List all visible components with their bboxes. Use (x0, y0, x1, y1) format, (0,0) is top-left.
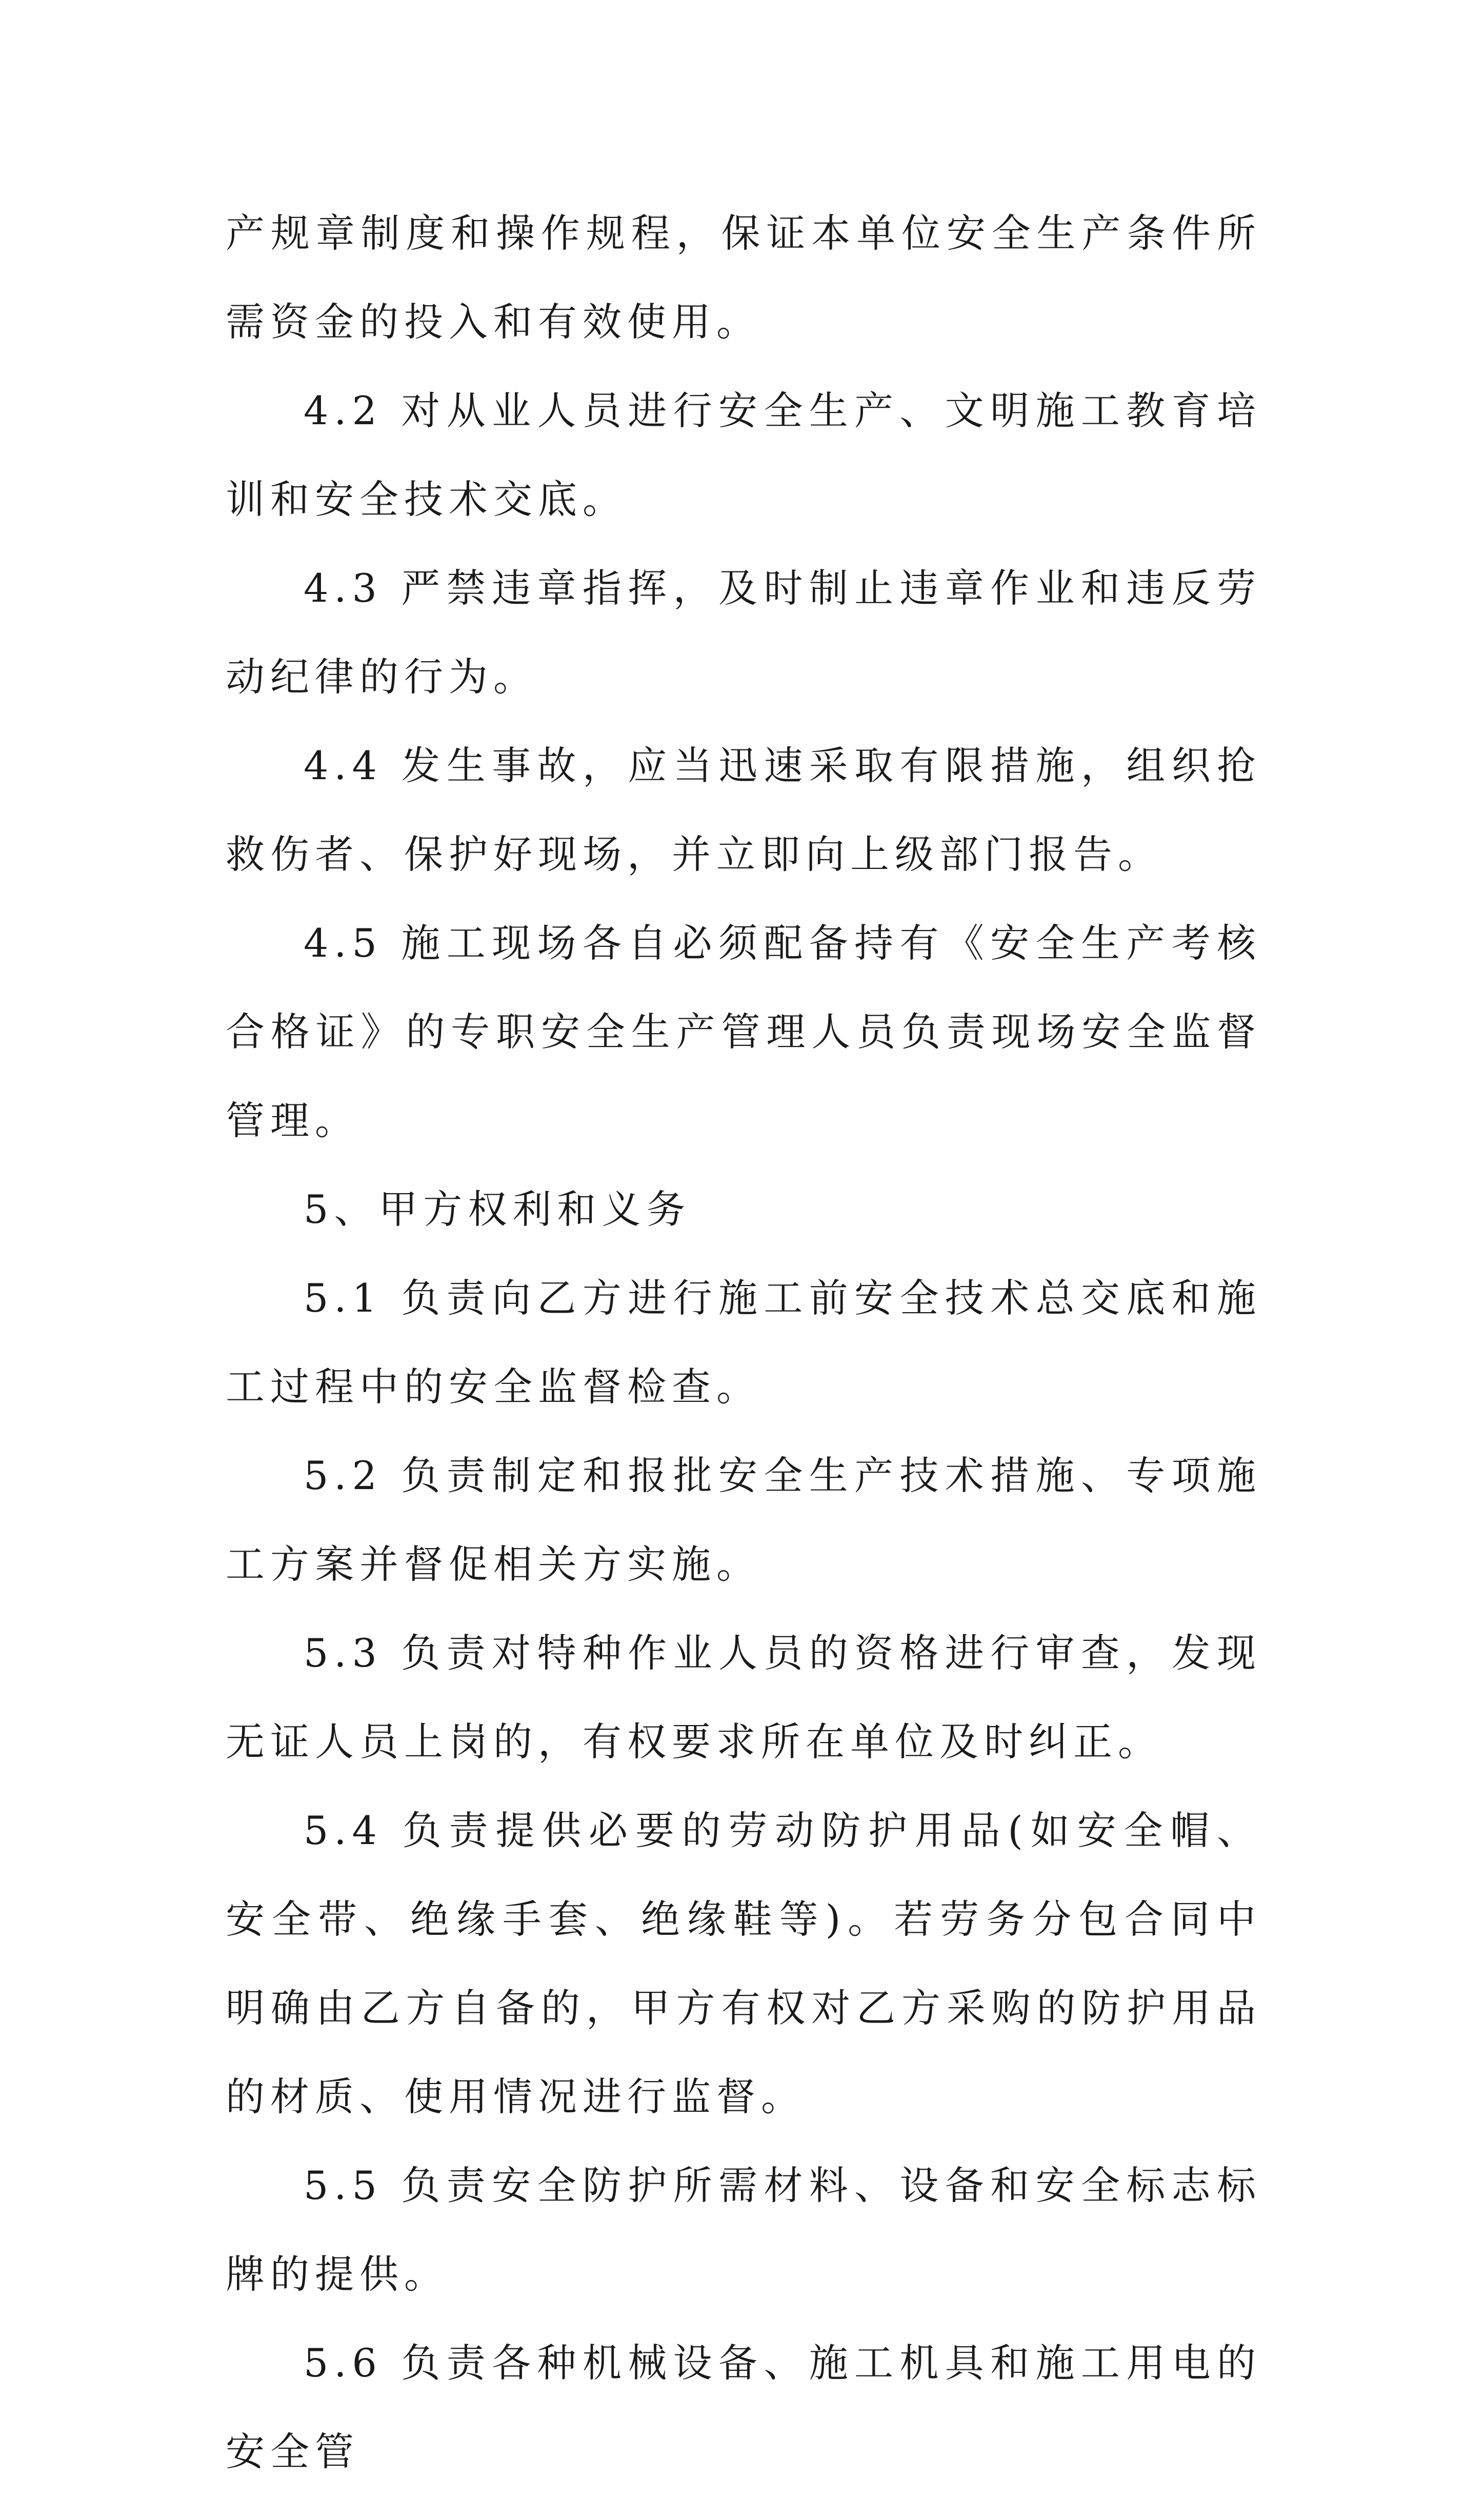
section-heading-5: 5、甲方权利和义务 (304, 1186, 691, 1232)
paragraph-5-4: 5.4 负责提供必要的劳动防护用品(如安全帽、安全带、绝缘手套、绝缘鞋等)。若劳务分包合同中明确由乙方自备的，甲方有权对乙方采购的防护用品的材质、使用情况进行监督。 (226, 1808, 1261, 2119)
paragraph-5-5: 5.5 负责安全防护所需材料、设备和安全标志标牌的提供。 (226, 2163, 1261, 2297)
paragraph-5-3: 5.3 负责对特种作业人员的资格进行审查，发现无证人员上岗的，有权要求所在单位及时纠正。 (226, 1630, 1261, 1765)
paragraph-4-4: 4.4 发生事故，应当迅速采取有限措施，组织抢救伤者、保护好现场，并立即向上级部门报告。 (226, 743, 1261, 877)
paragraph-4-3: 4.3 严禁违章指挥，及时制止违章作业和违反劳动纪律的行为。 (226, 565, 1261, 700)
paragraph-4-5: 4.5 施工现场各自必须配备持有《安全生产考核合格证》的专职安全生产管理人员负责现场安全监督管理。 (226, 920, 1261, 1143)
paragraph-5-6: 5.6 负责各种机械设备、施工机具和施工用电的安全管 (226, 2340, 1261, 2474)
paragraph-5-2: 5.2 负责制定和报批安全生产技术措施、专项施工方案并督促相关方实施。 (226, 1453, 1261, 1587)
paragraph-5-1: 5.1 负责向乙方进行施工前安全技术总交底和施工过程中的安全监督检查。 (226, 1275, 1261, 1410)
document-body (226, 189, 1261, 2496)
paragraph-continuation: 产规章制度和操作规程，保证本单位安全生产条件所需资金的投入和有效使用。 (226, 210, 1261, 345)
paragraph-4-2: 4.2 对从业人员进行安全生产、文明施工教育培训和安全技术交底。 (226, 388, 1261, 522)
